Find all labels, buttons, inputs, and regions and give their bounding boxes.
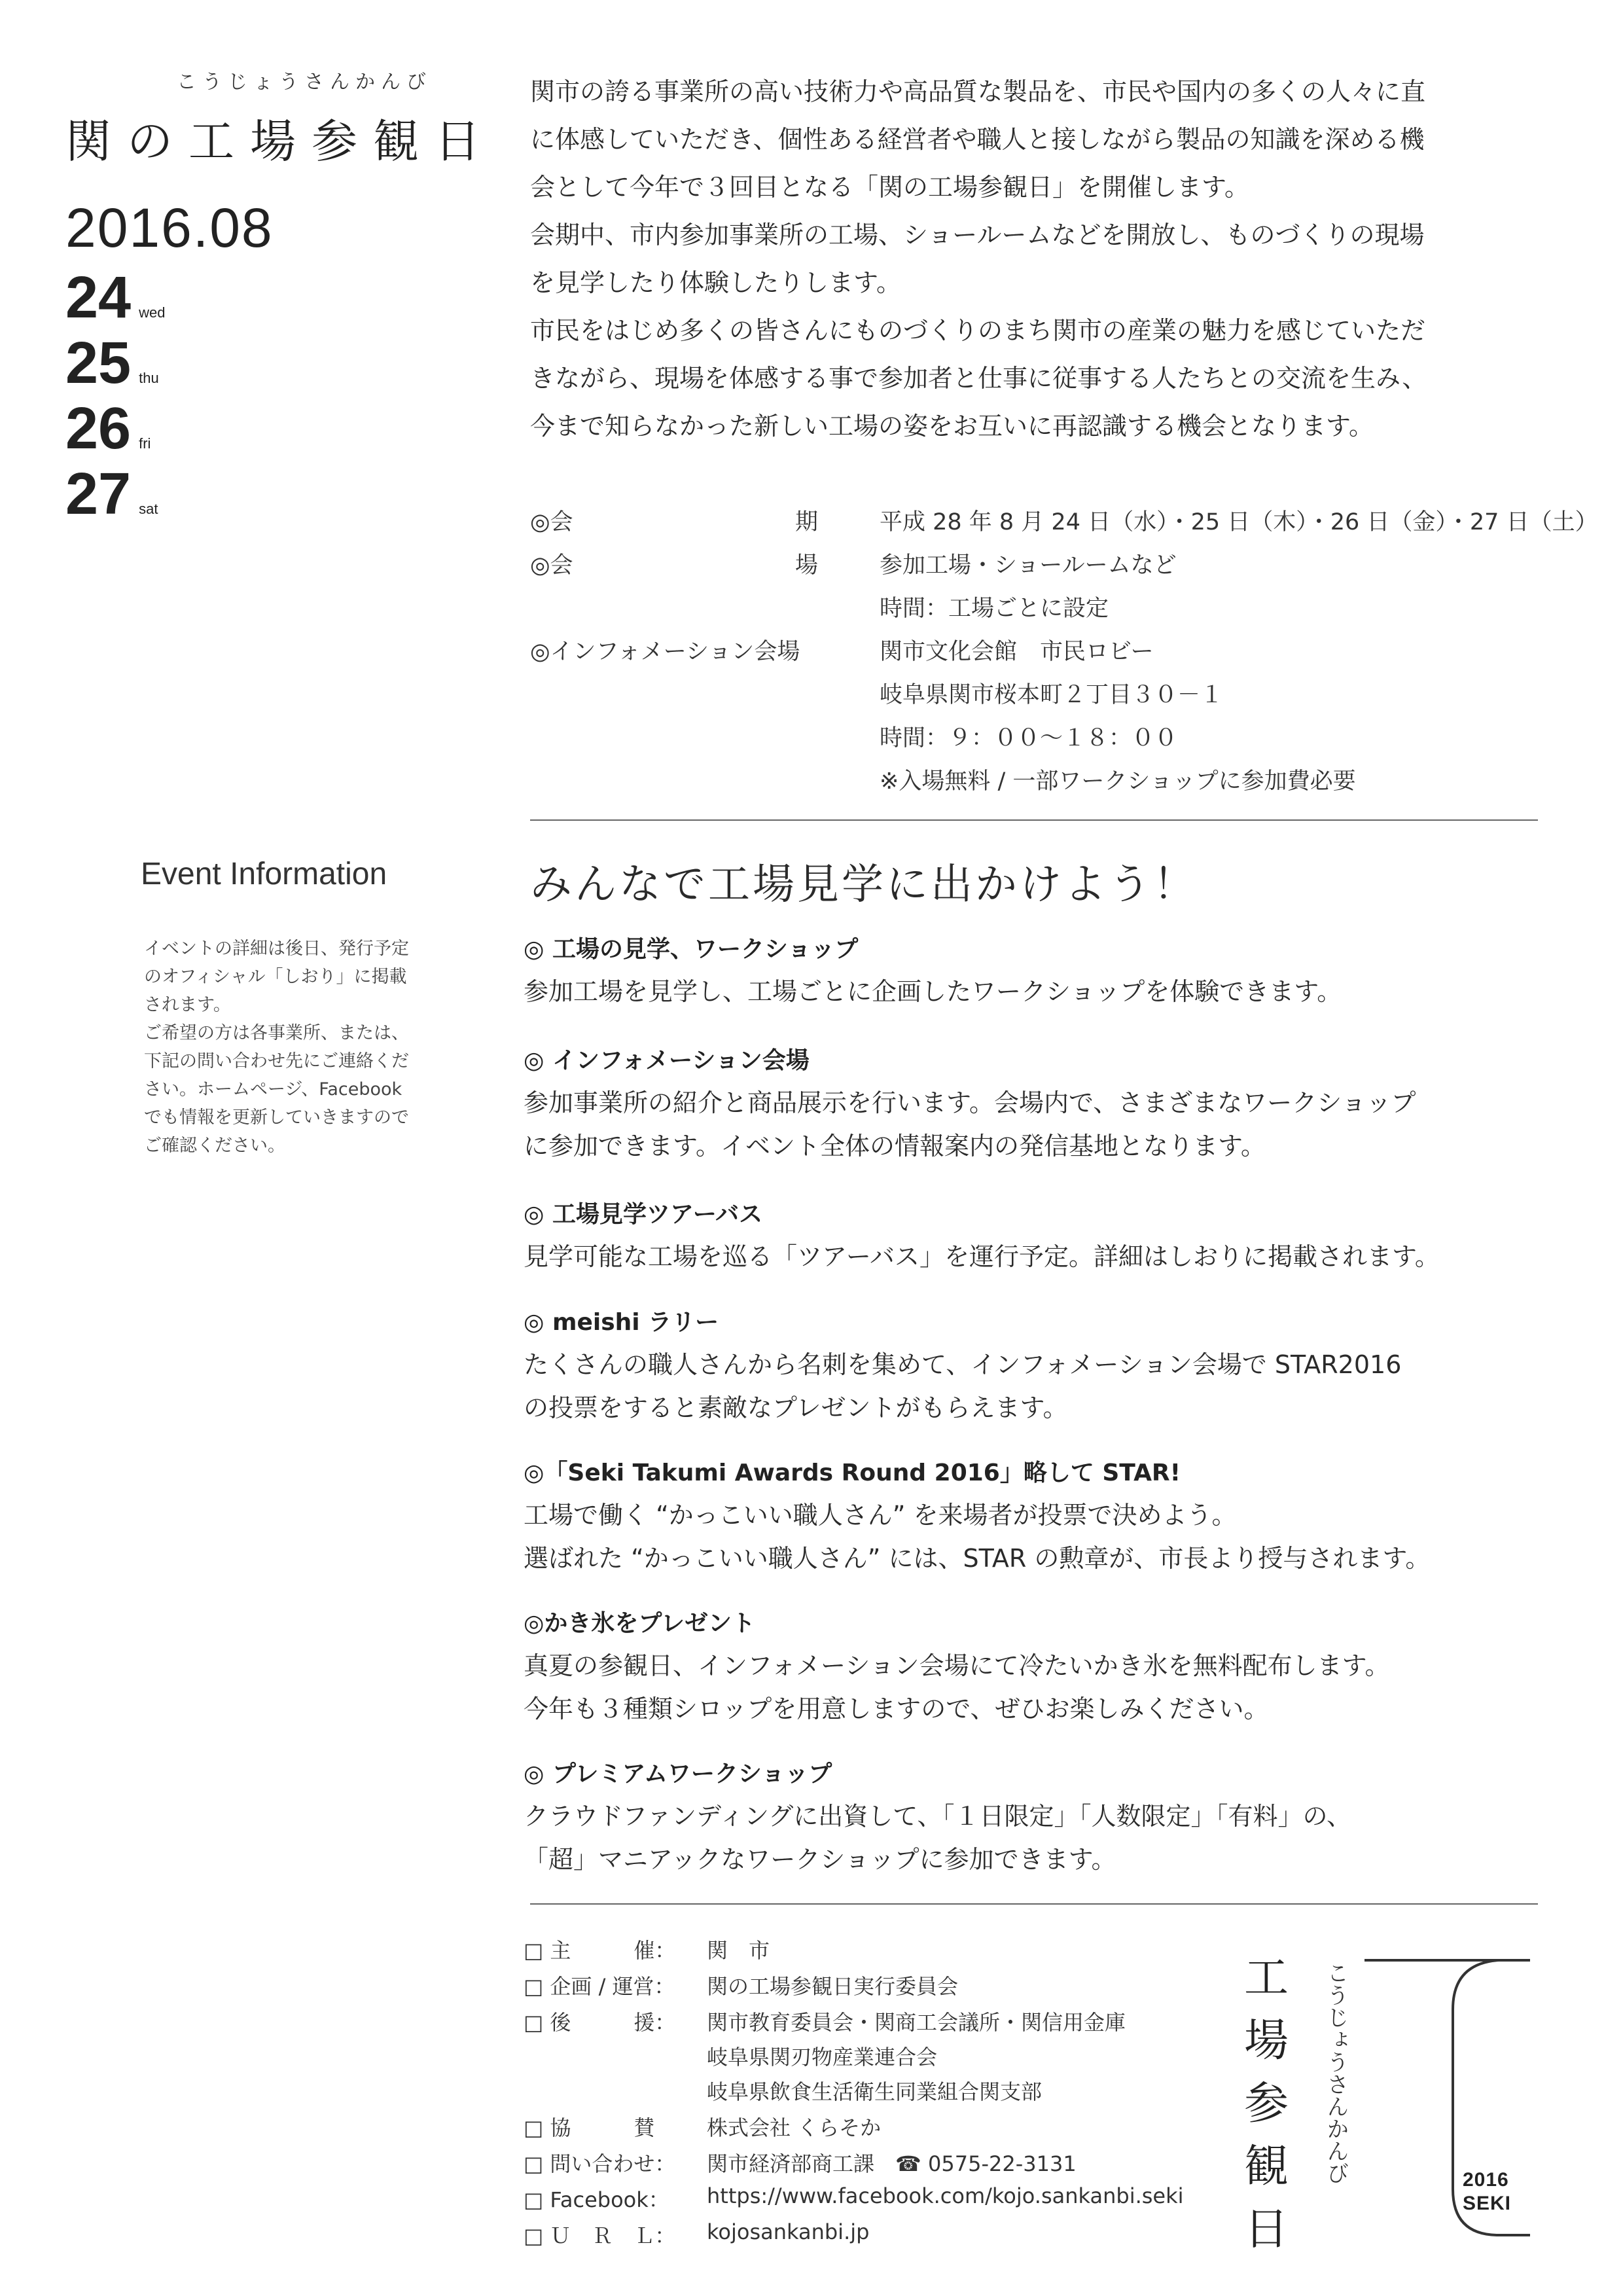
intro-line: 会期中、市内参加事業所の工場、ショールームなどを開放し、ものづくりの現場 xyxy=(530,221,1425,249)
divider-top xyxy=(530,819,1538,821)
event-logo xyxy=(1217,1947,1558,2255)
intro-line: 今まで知らなかった新しい工場の姿をお互いに再認識する機会となります。 xyxy=(530,412,1374,440)
logo-ruby: こうじょうさんかんび xyxy=(1323,1962,1349,2184)
logo-title: 工 場 参 観 日 xyxy=(1243,1952,1289,2255)
section-shaved-ice: ◎かき氷をプレゼント 真夏の参観日、インフォメーション会場にて冷たいかき氷を無料配布します。 今年も３種類シロップを用意しますので、ぜひお楽しみください。 xyxy=(524,1610,1390,1723)
website-link[interactable]: kojosankanbi.jp xyxy=(707,2219,870,2244)
day-24: 24 wed xyxy=(65,265,166,331)
day-27: 27 sat xyxy=(65,461,158,527)
period-value: 平成 28 年 8 月 24 日（水）・25 日（木）・26 日（金）・27 日（土） xyxy=(880,509,1598,535)
section-tour-bus: ◎ 工場見学ツアーバス 見学可能な工場を巡る「ツアーバス」を運行予定。詳細はしおりに掲載されます。 xyxy=(524,1201,1440,1271)
hall-label: ◎インフォメーション会場 xyxy=(530,639,800,665)
event-year-month: 2016.08 xyxy=(65,197,274,259)
page-title: 関の工場参観日 xyxy=(65,115,496,168)
intro-line: に体感していただき、個性ある経営者や職人と接しながら製品の知識を深める機 xyxy=(530,125,1425,154)
hall-value: 関市文化会館 市民ロビー xyxy=(880,639,1154,665)
section-premium-workshop: ◎ プレミアムワークショップ クラウドファンディングに出資して、「１日限定」「人数限定」「有料」の、 「超」マニアックなワークショップに参加できます。 xyxy=(524,1761,1352,1874)
section-info-hall: ◎ インフォメーション会場 参加事業所の紹介と商品展示を行います。会場内で、さまざまなワークショップ に参加できます。イベント全体の情報案内の発信基地となります。 xyxy=(524,1047,1416,1160)
venue-value: 参加工場・ショールームなど xyxy=(880,552,1177,579)
logo-year-place: 2016 SEKI xyxy=(1463,2169,1512,2214)
admission-note: ※入場無料 / 一部ワークショップに参加費必要 xyxy=(880,768,1356,795)
intro-line: を見学したり体験したりします。 xyxy=(530,268,901,297)
day-26: 26 fri xyxy=(65,396,151,461)
intro-line: きながら、現場を体感する事で参加者と仕事に従事する人たちとの交流を生み、 xyxy=(530,364,1427,393)
hall-address: 岐阜県関市桜本町２丁目３０－１ xyxy=(880,682,1224,708)
intro-text xyxy=(530,68,1538,450)
main-headline: みんなで工場見学に出かけよう！ xyxy=(530,861,1198,909)
intro-line: 関市の誇る事業所の高い技術力や高品質な製品を、市民や国内の多くの人々に直 xyxy=(530,77,1426,106)
venue-time: 時間：工場ごとに設定 xyxy=(880,596,1109,622)
section-star-awards: ◎「Seki Takumi Awards Round 2016」略して STAR! 工場で働く “かっこいい職人さん” を来場者が投票で決めよう。 選ばれた “かっこいい職人さん” には、STAR の勲章が、市長より授与されます。 xyxy=(524,1460,1431,1573)
hall-time: 時間：９：００〜１８：００ xyxy=(880,725,1178,751)
title-ruby: こうじょうさんかんび xyxy=(177,71,432,94)
intro-line: 市民をはじめ多くの皆さんにものづくりのまち関市の産業の魅力を感じていただ xyxy=(530,316,1426,345)
section-meishi-rally: ◎ meishi ラリー たくさんの職人さんから名刺を集めて、インフォメーション会場で STAR2016 の投票をすると素敵なプレゼントがもらえます。 xyxy=(524,1309,1402,1422)
event-information-title: Event Information xyxy=(141,857,387,891)
section-factory-tour: ◎ 工場の見学、ワークショップ 参加工場を見学し、工場ごとに企画したワークショップを体験できます。 xyxy=(524,936,1342,1006)
day-25: 25 thu xyxy=(65,331,159,396)
event-information-text: イベントの詳細は後日、発行予定 のオフィシャル「しおり」に掲載 されます。 ご希望の方は各事業所、または、 下記の問い合わせ先にご連絡くだ さい。ホームページ、Facebook でも情報を更新していきますので ご確認ください。 xyxy=(144,939,409,1156)
intro-line: 会として今年で３回目となる「関の工場参観日」を開催します。 xyxy=(530,173,1249,202)
facebook-link[interactable]: https://www.facebook.com/kojo.sankanbi.seki xyxy=(707,2183,1184,2208)
divider-bottom xyxy=(530,1903,1538,1905)
